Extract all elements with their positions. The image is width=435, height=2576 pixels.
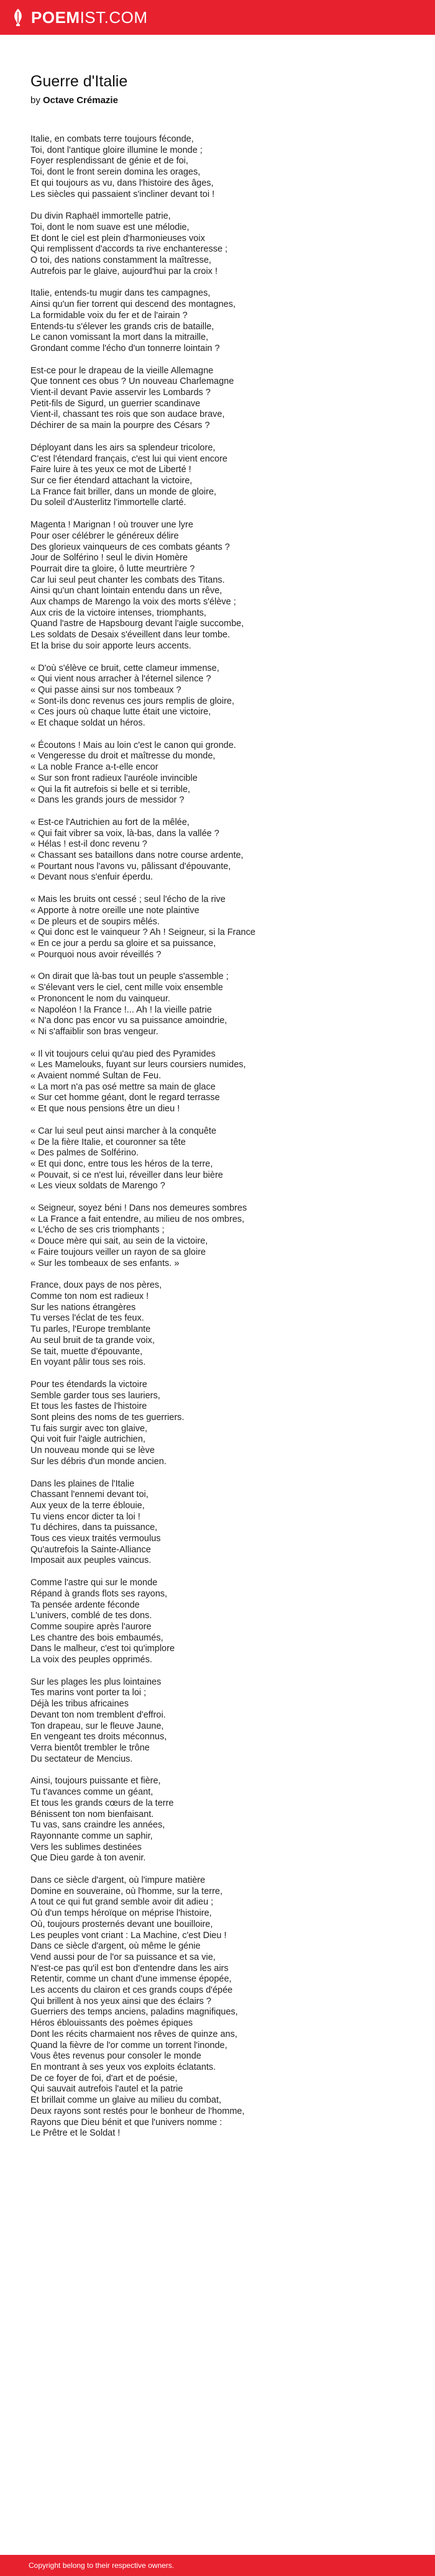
poem-line: « D'où s'élève ce bruit, cette clameur immense,	[30, 663, 219, 673]
stanza	[30, 520, 416, 652]
poem-line: Aux cris de la victoire intenses, triomphants,	[30, 608, 206, 618]
poem-line: Dans le malheur, c'est toi qu'implore	[30, 1644, 175, 1654]
poem-title: Guerre d'Italie	[30, 73, 128, 90]
poem-line: Foyer resplendissant de génie et de foi,	[30, 156, 188, 166]
poem-line: Et tous les grands cœurs de la terre	[30, 1798, 174, 1808]
poem-line: « Il vit toujours celui qu'au pied des Pyramides	[30, 1049, 216, 1059]
poem-line: « Et que nous pensions être un dieu !	[30, 1104, 180, 1114]
stanza	[30, 1203, 416, 1269]
poem-line: Et la brise du soir apporte leurs accents.	[30, 640, 191, 651]
poem-line: Toi, dont le front serein domina les orages,	[30, 167, 201, 178]
poem-line: Toi, dont l'antique gloire illumine le monde ;	[30, 145, 203, 155]
poem-line: La France fait briller, dans un monde de gloire,	[30, 486, 217, 497]
poem-line: Comme soupire après l'aurore	[30, 1621, 152, 1632]
poem-line: « Et qui donc, entre tous les héros de la terre,	[30, 1158, 213, 1169]
poem-line: Ton drapeau, sur le fleuve Jaune,	[30, 1721, 164, 1731]
poem-line: Domine en souveraine, où l'homme, sur la terre,	[30, 1886, 223, 1896]
poem-line: Italie, entends-tu mugir dans tes campagnes,	[30, 288, 211, 299]
poem-line: « Prononcent le nom du vainqueur.	[30, 993, 170, 1004]
poem-line: Toi, dont le nom suave est une mélodie,	[30, 222, 190, 232]
poem-line: « Napoléon ! la France !... Ah ! la vieille patrie	[30, 1004, 212, 1015]
poem-line: « Hélas ! est-il donc revenu ?	[30, 839, 147, 850]
poem-line: Petit-fils de Sigurd, un guerrier scandinave	[30, 398, 201, 409]
stanza	[30, 1126, 416, 1192]
poem-line: Est-ce pour le drapeau de la vieille Allemagne	[30, 365, 214, 376]
author-link[interactable]: Octave Crémazie	[43, 95, 118, 106]
poem-line: Magenta ! Marignan ! où trouver une lyre	[30, 520, 193, 530]
stanza	[30, 1380, 416, 1468]
poem-line: Qui remplissent d'accords ta rive enchanteresse ;	[30, 244, 228, 255]
poem-line: Déchirer de sa main la pourpre des Césars ?	[30, 421, 210, 431]
poem-line: Aux yeux de la terre éblouie,	[30, 1500, 145, 1511]
poem-line: Tu vas, sans craindre les années,	[30, 1820, 165, 1831]
poem-line: Entends-tu s'élever les grands cris de bataille,	[30, 321, 214, 332]
stanza	[30, 1578, 416, 1666]
poem-line: Dans ce siècle d'argent, où même le génie	[30, 1941, 201, 1952]
poem-line: Sur les plages les plus lointaines	[30, 1677, 162, 1687]
poem-line: « De la fière Italie, et couronner sa tête	[30, 1137, 186, 1147]
poem-line: Déjà les tribus africaines	[30, 1699, 129, 1709]
byline-prefix: by	[30, 95, 40, 106]
poem-line: En voyant pâlir tous ses rois.	[30, 1357, 146, 1368]
poem-line: Des glorieux vainqueurs de ces combats géants ?	[30, 542, 230, 552]
poem-line: « Est-ce l'Autrichien au fort de la mêlée,	[30, 817, 190, 827]
stanza	[30, 1049, 416, 1115]
poem-line: Vient-il, chassant tes rois que son audace brave,	[30, 409, 225, 420]
poem-line: L'univers, comblé de tes dons.	[30, 1611, 152, 1621]
poem-line: Les siècles qui passaient s'incliner devant toi !	[30, 189, 215, 199]
byline	[30, 94, 416, 107]
poem-line: « S'élevant vers le ciel, cent mille voix ensemble	[30, 983, 223, 993]
stanza	[30, 443, 416, 509]
poem-line: « Vengeresse du droit et maîtresse du monde,	[30, 751, 216, 762]
poem-line: « L'écho de ses cris triomphants ;	[30, 1225, 165, 1236]
poem-line: Pour oser célébrer le généreux délire	[30, 530, 179, 541]
poem-line: Verra bientôt trembler le trône	[30, 1743, 150, 1753]
poem-line: Pourrait dire ta gloire, ô lutte meurtrière ?	[30, 563, 195, 574]
poem-line: « Seigneur, soyez béni ! Dans nos demeures sombres	[30, 1203, 247, 1214]
poem-line: « Sur les tombeaux de ses enfants. »	[30, 1258, 180, 1268]
poem-line: « Qui passe ainsi sur nos tombeaux ?	[30, 685, 181, 695]
poem-line: Du sectateur de Mencius.	[30, 1754, 133, 1764]
stanza	[30, 740, 416, 806]
poem-line: Devant ton nom tremblent d'effroi.	[30, 1709, 166, 1720]
poem-line: Vient-il devant Pavie asservir les Lombards ?	[30, 388, 211, 398]
poem-line: En montrant à ses yeux vos exploits éclatants.	[30, 2062, 216, 2072]
poem-line: Ainsi, toujours puissante et fière,	[30, 1776, 161, 1786]
poem-body	[30, 134, 416, 2139]
poem-line: Tu t'avances comme un géant,	[30, 1787, 153, 1798]
poem-line: Grondant comme l'écho d'un tonnerre lointain ?	[30, 343, 220, 353]
poem-line: « En ce jour a perdu sa gloire et sa puissance,	[30, 939, 216, 949]
poem-line: Les peuples vont criant : La Machine, c'est Dieu !	[30, 1930, 227, 1941]
poem-line: « Et chaque soldat un héros.	[30, 718, 145, 729]
poem-line: « Qui vient nous arracher à l'éternel silence ?	[30, 674, 211, 685]
poem-line: Et tous les fastes de l'histoire	[30, 1401, 147, 1412]
poem-line: « Les Mamelouks, fuyant sur leurs coursiers numides,	[30, 1060, 246, 1070]
poem-line: « Écoutons ! Mais au loin c'est le canon qui gronde.	[30, 740, 236, 750]
poem-line: Du divin Raphaël immortelle patrie,	[30, 211, 171, 222]
poem-line: Ainsi qu'un fier torrent qui descend des montagnes,	[30, 299, 236, 310]
poem-line: « Chassant ses bataillons dans notre course ardente,	[30, 850, 244, 861]
poem-line: A tout ce qui fut grand semble avoir dit adieu ;	[30, 1897, 214, 1908]
poem-line: Déployant dans les airs sa splendeur tricolore,	[30, 442, 216, 453]
stanza	[30, 288, 416, 354]
poem-line: « Avaient nommé Sultan de Feu.	[30, 1071, 162, 1081]
poem-line: Retentir, comme un chant d'une immense épopée,	[30, 1974, 232, 1985]
poem-line: « Sur cet homme géant, dont le regard terrasse	[30, 1093, 220, 1103]
poem-line: Autrefois par le glaive, aujourd'hui par la croix !	[30, 266, 218, 276]
poem-line: « Qui donc est le vainqueur ? Ah ! Seigneur, si la France	[30, 927, 255, 938]
poem-line: Bénissent ton nom bienfaisant.	[30, 1809, 154, 1819]
poem-line: Tu parles, l'Europe tremblante	[30, 1324, 151, 1335]
poem-line: Jour de Solférino ! seul le divin Homère	[30, 553, 188, 563]
poem-line: « Devant nous s'enfuir éperdu.	[30, 872, 153, 883]
stanza	[30, 134, 416, 200]
poem-line: Comme l'astre qui sur le monde	[30, 1578, 158, 1588]
poem-line: « Douce mère qui sait, au sein de la victoire,	[30, 1236, 208, 1247]
poem-line: Répand à grands flots ses rayons,	[30, 1588, 168, 1599]
poem-line: « Car lui seul peut ainsi marcher à la conquête	[30, 1126, 217, 1136]
poem-line: Vous êtes revenus pour consoler le monde	[30, 2051, 201, 2062]
poem-line: La voix des peuples opprimés.	[30, 1655, 152, 1665]
stanza	[30, 1776, 416, 1864]
poem-line: Le Prêtre et le Soldat !	[30, 2128, 121, 2139]
poem-line: Et brillait comme un glaive au milieu du combat,	[30, 2095, 222, 2106]
poem-line: « Mais les bruits ont cessé ; seul l'écho de la rive	[30, 894, 226, 905]
poem-line: Au seul bruit de ta grande voix,	[30, 1335, 155, 1345]
stanza	[30, 1875, 416, 2139]
poem-line: O toi, des nations constamment la maîtresse,	[30, 255, 211, 266]
poem-line: « Pourquoi nous avoir réveillés ?	[30, 949, 162, 960]
poem-line: Vend aussi pour de l'or sa puissance et sa vie,	[30, 1952, 216, 1962]
poem-line: Du soleil d'Austerlitz l'immortelle clarté.	[30, 498, 186, 508]
poem-line: Dans ce siècle d'argent, où l'impure matière	[30, 1875, 206, 1886]
stanza	[30, 894, 416, 960]
poem-line: Semble garder tous ses lauriers,	[30, 1390, 160, 1401]
poem-line: Ainsi qu'un chant lointain entendu dans un rêve,	[30, 586, 222, 596]
poem-line: « Sur son front radieux l'auréole invincible	[30, 773, 198, 783]
poem-line: « On dirait que là-bas tout un peuple s'assemble ;	[30, 972, 229, 982]
poem-line: Que Dieu garde à ton avenir.	[30, 1853, 146, 1864]
poem-line: Tous ces vieux traités vermoulus	[30, 1534, 161, 1544]
poem-line: « Dans les grands jours de messidor ?	[30, 795, 185, 806]
poem-line: « De pleurs et de soupirs mêlés.	[30, 916, 160, 927]
poem-line: Qui voit fuir l'aigle autrichien,	[30, 1434, 145, 1445]
stanza	[30, 366, 416, 432]
stanza	[30, 663, 416, 729]
poem-line: Qui sauvait autrefois l'autel et la patrie	[30, 2084, 183, 2095]
poem-line: « La mort n'a pas osé mettre sa main de glace	[30, 1081, 216, 1092]
poem-line: Et qui toujours as vu, dans l'histoire des âges,	[30, 178, 214, 188]
poem-line: Ta pensée ardente féconde	[30, 1600, 140, 1610]
poem-line: « Des palmes de Solférino.	[30, 1148, 139, 1158]
poem-line: Quand l'astre de Hapsbourg devant l'aigle succombe,	[30, 619, 244, 629]
poem-line: Comme ton nom est radieux !	[30, 1291, 149, 1301]
poem-line: France, doux pays de nos pères,	[30, 1280, 162, 1291]
poem-line: « Faire toujours veiller un rayon de sa gloire	[30, 1247, 206, 1257]
poem-line: La formidable voix du fer et de l'airain ?	[30, 310, 188, 321]
poem-line: Deux rayons sont restés pour le bonheur de l'homme,	[30, 2106, 245, 2116]
poem-line: Où d'un temps héroïque on méprise l'histoire,	[30, 1908, 212, 1919]
poem-line: Un nouveau monde qui se lève	[30, 1445, 155, 1456]
poem-line: C'est l'étendard français, c'est lui qui vient encore	[30, 453, 227, 464]
stanza	[30, 817, 416, 883]
poem-line: « Les vieux soldats de Marengo ?	[30, 1181, 165, 1191]
poem-line: « Apporte à notre oreille une note plaintive	[30, 905, 199, 916]
poem-line: Rayonnante comme un saphir,	[30, 1831, 153, 1841]
poem-line: Qu'autrefois la Sainte-Alliance	[30, 1544, 151, 1555]
poem-line: Vers les sublimes destinées	[30, 1842, 142, 1852]
poem-line: « La noble France a-t-elle encor	[30, 762, 158, 773]
poem-line: Chassant l'ennemi devant toi,	[30, 1490, 149, 1500]
poem-line: Quand la fièvre de l'or comme un torrent l'inonde,	[30, 2040, 227, 2050]
poem-line: « Ces jours où chaque lutte était une victoire,	[30, 707, 211, 717]
poem-line: Se tait, muette d'épouvante,	[30, 1346, 143, 1357]
poem-line: Où, toujours prosternés devant une bouilloire,	[30, 1919, 213, 1929]
poem-line: Car lui seul peut chanter les combats des Titans.	[30, 575, 225, 585]
poem-line: N'est-ce pas qu'il est bon d'entendre dans les airs	[30, 1963, 229, 1973]
poem-line: De ce foyer de foi, d'art et de poésie,	[30, 2073, 178, 2083]
poem-article	[30, 72, 416, 2150]
poem-line: Sur les nations étrangères	[30, 1302, 136, 1313]
stanza	[30, 1280, 416, 1368]
poem-line: Tes marins vont porter ta loi ;	[30, 1688, 147, 1698]
poem-line: Sur ce fier étendard attachant la victoire,	[30, 475, 193, 486]
poem-line: « Qui fait vibrer sa voix, là-bas, dans la vallée ?	[30, 828, 219, 839]
poem-line: « Pouvait, si ce n'est lui, réveiller dans leur bière	[30, 1170, 223, 1180]
poem-line: Imposait aux peuples vaincus.	[30, 1555, 152, 1566]
poem-line: Le canon vomissant la mort dans la mitraille,	[30, 332, 209, 343]
site-footer	[0, 2555, 435, 2576]
poem-line: Et dont le ciel est plein d'harmonieuses voix	[30, 233, 205, 243]
poem-line: Italie, en combats terre toujours féconde,	[30, 134, 194, 144]
stanza	[30, 1479, 416, 1567]
stanza	[30, 211, 416, 277]
poem-line: Pour tes étendards la victoire	[30, 1379, 147, 1390]
poem-line: Rayons que Dieu bénit et que l'univers nomme :	[30, 2117, 222, 2128]
poem-line: Tu verses l'éclat de tes feux.	[30, 1313, 144, 1324]
poem-line: Dans les plaines de l'Italie	[30, 1478, 135, 1489]
poem-line: Dont les récits charmaient nos rêves de quinze ans,	[30, 2029, 237, 2039]
poem-line: Qui brillent à nos yeux ainsi que des éclairs ?	[30, 1996, 211, 2006]
poem-line: Sont pleins des noms de tes guerriers.	[30, 1413, 185, 1423]
poem-line: « La France a fait entendre, au milieu de nos ombres,	[30, 1214, 245, 1224]
logo-suffix: IST.COM	[80, 8, 148, 27]
poem-line: En vengeant tes droits méconnus,	[30, 1732, 167, 1742]
quill-icon	[10, 8, 26, 27]
logo-prefix: POEM	[31, 8, 80, 27]
poem-line: Aux champs de Marengo la voix des morts s'élève ;	[30, 597, 236, 608]
copyright-text: Copyright belong to their respective owners.	[29, 2561, 175, 2570]
poem-line: « Ni s'affaiblir son bras vengeur.	[30, 1026, 158, 1037]
poem-line: Tu viens encor dicter ta loi !	[30, 1511, 140, 1522]
site-header	[0, 0, 435, 35]
poem-line: « Qui la fit autrefois si belle et si terrible,	[30, 784, 191, 794]
poem-line: Les soldats de Desaix s'éveillent dans leur tombe.	[30, 630, 231, 640]
poem-line: Tu déchires, dans ta puissance,	[30, 1522, 158, 1533]
stanza	[30, 1677, 416, 1765]
poem-line: Héros éblouissants des poèmes épiques	[30, 2018, 193, 2029]
poem-line: « Pourtant nous l'avons vu, pâlissant d'épouvante,	[30, 861, 231, 872]
stanza	[30, 972, 416, 1037]
poem-line: « Sont-ils donc revenus ces jours remplis de gloire,	[30, 696, 235, 706]
poem-line: Faire luire à tes yeux ce mot de Liberté !	[30, 465, 191, 475]
poem-line: Tu fais surgir avec ton glaive,	[30, 1423, 148, 1434]
site-logo[interactable]	[10, 8, 148, 27]
poem-line: Guerriers des temps anciens, paladins magnifiques,	[30, 2007, 238, 2018]
poem-line: Que tonnent ces obus ? Un nouveau Charlemagne	[30, 376, 234, 387]
poem-line: Les accents du clairon et ces grands coups d'épée	[30, 1985, 233, 1996]
poem-line: Sur les débris d'un monde ancien.	[30, 1456, 167, 1467]
poem-line: « N'a donc pas encor vu sa puissance amoindrie,	[30, 1016, 227, 1026]
poem-line: Les chantre des bois embaumés,	[30, 1632, 163, 1643]
